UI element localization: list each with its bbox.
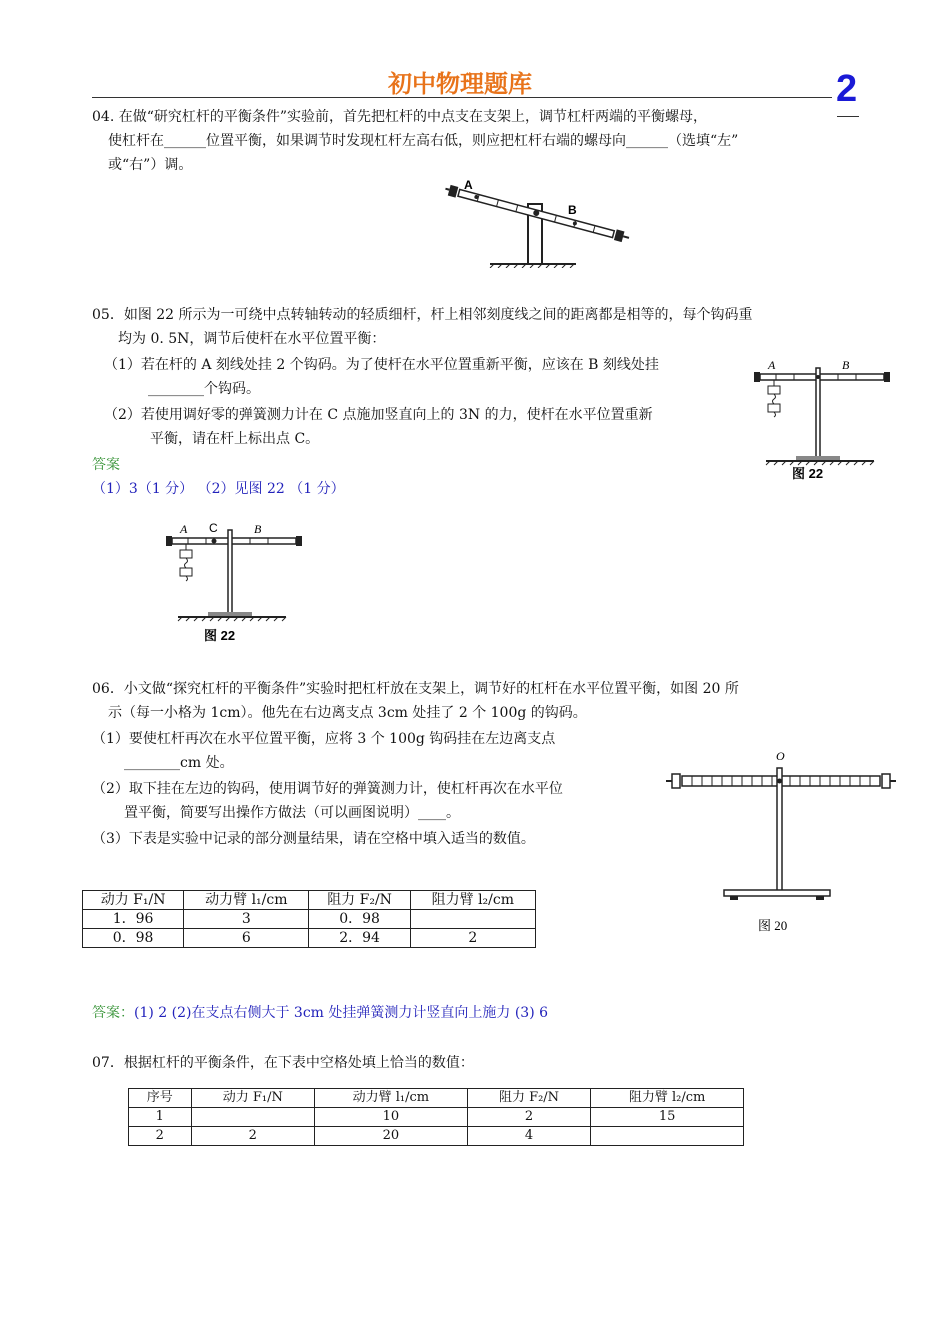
table-cell: 1．96 xyxy=(83,910,184,929)
header-rule xyxy=(92,97,832,98)
q06-sub2-line-2: 置平衡，简要写出操作方做法（可以画图说明）____。 xyxy=(124,805,460,821)
q05-sub1-line-2: ________个钩码。 xyxy=(148,381,260,397)
page-number: 2 xyxy=(836,68,858,110)
q04-label-b: B xyxy=(568,203,577,217)
table-row xyxy=(83,910,536,929)
q05-label-a: A xyxy=(768,358,776,372)
q06-sub3: （3）下表是实验中记录的部分测量结果，请在空格中填入适当的数值。 xyxy=(92,831,535,847)
q05-line-2: 均为 0. 5N，调节后使杆在水平位置平衡： xyxy=(118,331,386,347)
page-title: 初中物理题库 xyxy=(388,70,532,98)
table-cell xyxy=(591,1127,744,1146)
table-header: 动力臂 l₁/cm xyxy=(315,1089,468,1108)
q04-line-2: 使杠杆在______位置平衡，如果调节时发现杠杆左高右低，则应把杠杆右端的螺母向______（选填“左” xyxy=(108,133,739,149)
table-header: 阻力 F₂/N xyxy=(309,891,410,910)
q05-label-b: B xyxy=(842,358,850,372)
q07-table xyxy=(128,1088,744,1146)
table-cell xyxy=(191,1108,314,1127)
q04-line-3: 或“右”）调。 xyxy=(108,157,193,173)
q05-sub2-line-1: （2）若使用调好零的弹簧测力计在 C 点施加竖直向上的 3N 的力，使杆在水平位置重新 xyxy=(104,407,653,423)
table-cell: 4 xyxy=(467,1127,590,1146)
q05-sub1-line-1: （1）若在杆的 A 刻线处挂 2 个钩码。为了使杆在水平位置重新平衡，应该在 B 刻线处挂 xyxy=(104,357,659,373)
q06-answer xyxy=(92,1002,548,1024)
table-header: 序号 xyxy=(129,1089,192,1108)
table-cell: 1 xyxy=(129,1108,192,1127)
table-header: 阻力臂 l₂/cm xyxy=(591,1089,744,1108)
q06-caption: 图 20 xyxy=(758,918,788,933)
table-header: 阻力 F₂/N xyxy=(467,1089,590,1108)
q05-answer-figure xyxy=(160,518,302,646)
q05-answer-label: 答案 xyxy=(92,457,120,473)
q06-table xyxy=(82,890,536,948)
table-header-row xyxy=(129,1089,744,1108)
q04-label-a: A xyxy=(464,178,473,192)
answer-label-a: A xyxy=(180,522,188,536)
q05-line-1: 05．如图 22 所示为一可绕中点转轴转动的轻质细杆，杆上相邻刻度线之间的距离都是相等的，每个钩码重 xyxy=(92,307,753,323)
q05-lever-figure xyxy=(748,352,890,484)
table-cell: 0．98 xyxy=(309,910,410,929)
table-cell: 6 xyxy=(184,929,309,948)
table-header: 动力 F₁/N xyxy=(191,1089,314,1108)
table-cell: 10 xyxy=(315,1108,468,1127)
table-cell: 2 xyxy=(410,929,535,948)
table-cell: 2 xyxy=(129,1127,192,1146)
table-cell: 20 xyxy=(315,1127,468,1146)
answer-label-c: C xyxy=(209,521,218,535)
q06-lever-figure xyxy=(664,742,898,940)
q06-sub1-line-1: （1）要使杠杆再次在水平位置平衡，应将 3 个 100g 钩码挂在左边离支点 xyxy=(92,731,556,747)
q06-answer-label: 答案： xyxy=(92,1005,134,1021)
table-cell: 3 xyxy=(184,910,309,929)
table-cell: 0．98 xyxy=(83,929,184,948)
q06-label-o: O xyxy=(776,749,785,763)
q06-sub1-line-2: ________cm 处。 xyxy=(124,755,234,771)
table-cell: 2 xyxy=(191,1127,314,1146)
q04-line-1: 04. 在做“研究杠杆的平衡条件”实验前，首先把杠杆的中点支在支架上，调节杠杆两端的平衡螺母， xyxy=(92,109,708,125)
table-header: 阻力臂 l₂/cm xyxy=(410,891,535,910)
q07-line: 07．根据杠杆的平衡条件，在下表中空格处填上恰当的数值： xyxy=(92,1055,474,1071)
q04-tilted-lever-figure xyxy=(438,172,638,268)
q06-sub2-line-1: （2）取下挂在左边的钩码，使用调节好的弹簧测力计，使杠杆再次在水平位 xyxy=(92,781,563,797)
table-row xyxy=(129,1108,744,1127)
table-cell: 15 xyxy=(591,1108,744,1127)
q06-answer-text: (1) 2 (2)在支点右侧大于 3cm 处挂弹簧测力计竖直向上施力 (3) 6 xyxy=(134,1005,549,1021)
page-number-rule xyxy=(837,116,859,117)
answer-label-b: B xyxy=(254,522,262,536)
answer-caption: 图 22 xyxy=(204,628,236,643)
table-cell: 2 xyxy=(467,1108,590,1127)
q05-caption: 图 22 xyxy=(792,466,824,481)
table-cell: 2．94 xyxy=(309,929,410,948)
q05-sub2-line-2: 平衡，请在杆上标出点 C。 xyxy=(150,431,320,447)
table-row xyxy=(129,1127,744,1146)
table-header: 动力臂 l₁/cm xyxy=(184,891,309,910)
table-row xyxy=(83,929,536,948)
q05-answer: （1）3（1 分） （2）见图 22 （1 分） xyxy=(92,481,345,497)
table-header-row xyxy=(83,891,536,910)
q06-line-1: 06．小文做“探究杠杆的平衡条件”实验时把杠杆放在支架上，调节好的杠杆在水平位置平衡，如图 20 所 xyxy=(92,681,739,697)
table-cell xyxy=(410,910,535,929)
table-header: 动力 F₁/N xyxy=(83,891,184,910)
q06-line-2: 示（每一小格为 1cm）。他先在右边离支点 3cm 处挂了 2 个 100g 的钩码。 xyxy=(108,705,587,721)
